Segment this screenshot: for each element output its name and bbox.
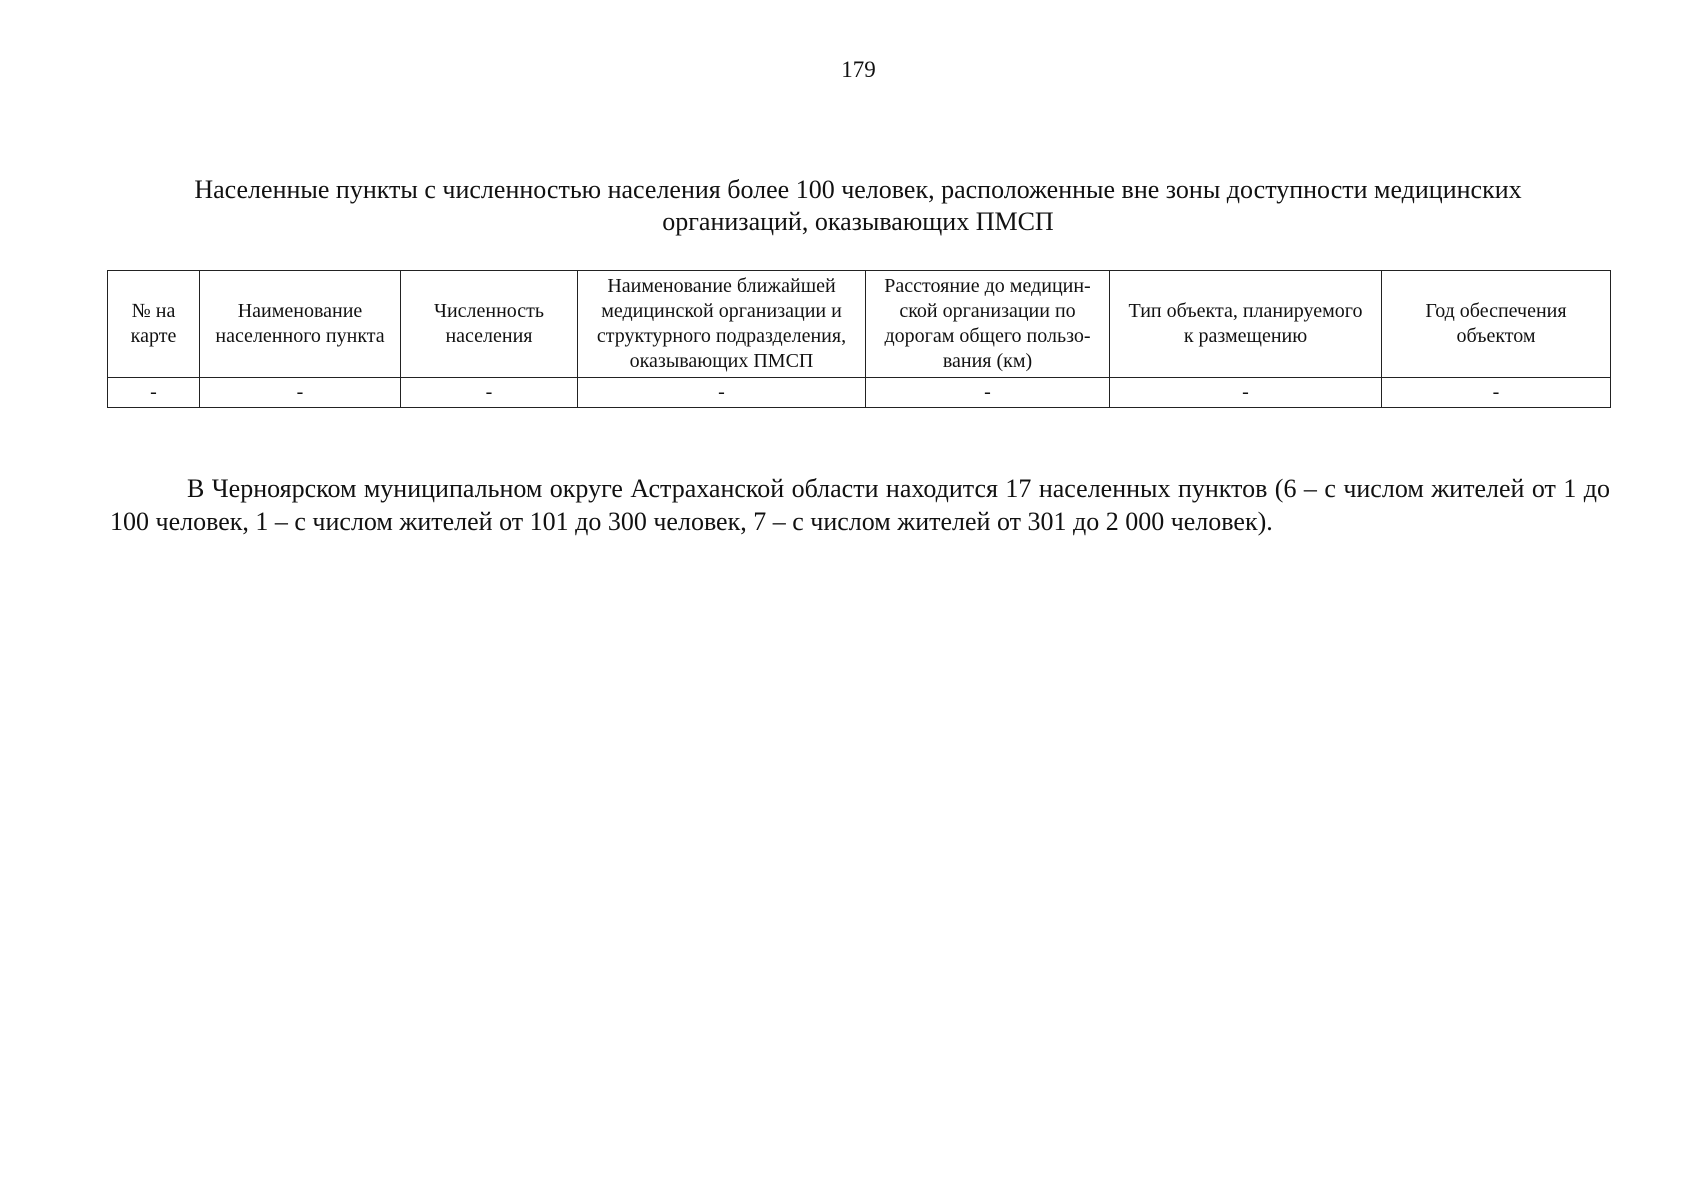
table-title — [128, 174, 1588, 238]
table-row — [108, 378, 1611, 408]
header-object-type: Тип объекта, планируемого к размещению — [1110, 271, 1382, 378]
table-title-line-1: Населенные пункты с численностью населения более 100 человек, расположенные вне зоны доступности медицинских — [194, 175, 1522, 204]
table-cell: - — [200, 378, 401, 408]
table-cell: - — [866, 378, 1110, 408]
table-title-line-2: организаций, оказывающих ПМСП — [662, 207, 1054, 236]
body-paragraph: В Черноярском муниципальном округе Астраханской области находится 17 населенных пунктов (6 – с числом жителей от 1 до 100 человек, 1 – с числом жителей от 101 до 300 человек, 7 – с числом жителей от 301 до 2 000 человек). — [110, 474, 1610, 536]
table-cell: - — [401, 378, 578, 408]
table-cell: - — [578, 378, 866, 408]
settlements-table — [107, 270, 1611, 408]
header-settlement-name: Наименование населенного пункта — [200, 271, 401, 378]
settlements-table-container — [107, 270, 1610, 408]
table-cell: - — [1110, 378, 1382, 408]
table-header-row — [108, 271, 1611, 378]
page-number: 179 — [841, 57, 876, 82]
header-nearest-medical-org: Наименование ближайшей медицинской организации и структурного подразделения, оказывающих ПМСП — [578, 271, 866, 378]
table-cell: - — [108, 378, 200, 408]
header-distance: Расстояние до медицин- ской организации по дорогам общего пользо- вания (км) — [866, 271, 1110, 378]
header-provision-year: Год обеспечения объектом — [1382, 271, 1611, 378]
header-map-number: № на карте — [108, 271, 200, 378]
header-population: Численность населения — [401, 271, 578, 378]
table-cell: - — [1382, 378, 1611, 408]
